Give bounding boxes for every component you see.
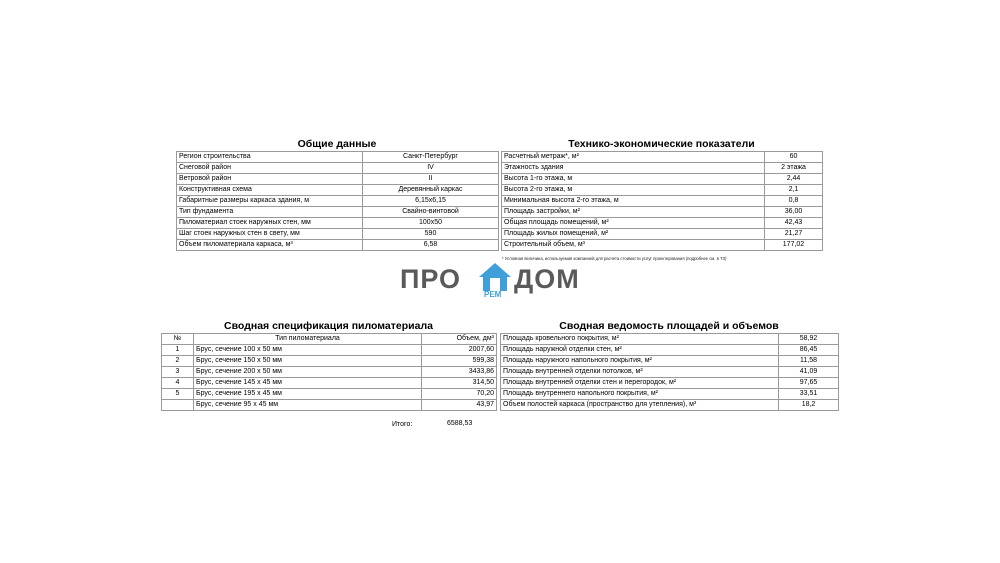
general-row-value: 6,15х6,15 <box>363 196 499 207</box>
general-row-value: Деревянный каркас <box>363 185 499 196</box>
lumber-cell-num: 3 <box>162 367 194 378</box>
tep-title: Технико-экономические показатели <box>568 138 755 150</box>
tep-row-label: Минимальная высота 2-го этажа, м <box>502 196 765 207</box>
lumber-total-label: Итого: <box>392 421 413 428</box>
lumber-row <box>162 345 497 356</box>
areas-row-label: Площадь внутренней отделки потолков, м² <box>501 367 779 378</box>
tep-row <box>502 240 823 251</box>
tep-row-value: 177,02 <box>765 240 823 251</box>
lumber-total-value: 6588,53 <box>447 420 473 427</box>
general-row <box>177 229 499 240</box>
lumber-cell-volume: 314,50 <box>422 378 497 389</box>
tep-row-label: Строительный объем, м³ <box>502 240 765 251</box>
areas-row <box>501 345 839 356</box>
lumber-cell-type: Брус, сечение 95 х 45 мм <box>194 400 422 411</box>
lumber-cell-volume: 70,20 <box>422 389 497 400</box>
header-type: Тип пиломатериала <box>194 334 422 345</box>
general-row-label: Ветровой район <box>177 174 363 185</box>
lumber-row <box>162 367 497 378</box>
areas-row-label: Площадь кровельного покрытия, м² <box>501 334 779 345</box>
areas-row <box>501 378 839 389</box>
general-row-label: Конструктивная схема <box>177 185 363 196</box>
areas-row-label: Площадь наружной отделки стен, м² <box>501 345 779 356</box>
general-row <box>177 152 499 163</box>
lumber-spec-table <box>161 333 497 411</box>
tep-row <box>502 174 823 185</box>
general-row-value: 100х50 <box>363 218 499 229</box>
logo-text-right: ДОМ <box>514 264 580 294</box>
lumber-row <box>162 378 497 389</box>
header-volume: Объем, дм³ <box>422 334 497 345</box>
areas-title: Сводная ведомость площадей и объемов <box>559 320 779 332</box>
lumber-cell-volume: 2007,60 <box>422 345 497 356</box>
general-row <box>177 207 499 218</box>
general-row <box>177 174 499 185</box>
tep-row-label: Расчетный метраж*, м² <box>502 152 765 163</box>
lumber-header-row <box>162 334 497 345</box>
general-row <box>177 163 499 174</box>
tep-row <box>502 207 823 218</box>
areas-row-value: 33,51 <box>779 389 839 400</box>
general-row-value: Свайно-винтовой <box>363 207 499 218</box>
lumber-row <box>162 356 497 367</box>
tep-row-value: 2,44 <box>765 174 823 185</box>
lumber-cell-type: Брус, сечение 195 х 45 мм <box>194 389 422 400</box>
areas-row-value: 11,58 <box>779 356 839 367</box>
tep-row <box>502 163 823 174</box>
tep-row-value: 36,00 <box>765 207 823 218</box>
lumber-row <box>162 389 497 400</box>
tep-row <box>502 218 823 229</box>
tep-row <box>502 185 823 196</box>
logo-text-left: ПРО <box>400 264 462 294</box>
general-row-label: Объем пиломатериала каркаса, м³ <box>177 240 363 251</box>
tep-table <box>501 151 823 251</box>
lumber-cell-volume: 43,97 <box>422 400 497 411</box>
general-row-label: Шаг стоек наружных стен в свету, мм <box>177 229 363 240</box>
areas-row-value: 58,92 <box>779 334 839 345</box>
lumber-cell-volume: 3433,86 <box>422 367 497 378</box>
areas-row <box>501 367 839 378</box>
tep-row-label: Площадь жилых помещений, м² <box>502 229 765 240</box>
general-data-table <box>176 151 499 251</box>
tep-row-label: Общая площадь помещений, м² <box>502 218 765 229</box>
lumber-cell-type: Брус, сечение 100 х 50 мм <box>194 345 422 356</box>
lumber-cell-type: Брус, сечение 200 х 50 мм <box>194 367 422 378</box>
lumber-row <box>162 400 497 411</box>
house-icon <box>478 262 512 292</box>
tep-row-value: 60 <box>765 152 823 163</box>
areas-row-value: 18,2 <box>779 400 839 411</box>
lumber-cell-num: 4 <box>162 378 194 389</box>
areas-row <box>501 389 839 400</box>
general-row-value: IV <box>363 163 499 174</box>
header-num: № <box>162 334 194 345</box>
tep-row-value: 0,8 <box>765 196 823 207</box>
areas-row-value: 86,45 <box>779 345 839 356</box>
areas-block <box>500 320 838 411</box>
tep-footnote: * Условная величина, используемая компанией для расчета стоимости услуг проектирования (подробнее см. в ТЗ) <box>502 256 727 261</box>
lumber-cell-num: 5 <box>162 389 194 400</box>
general-row-label: Снеговой район <box>177 163 363 174</box>
tep-row-value: 2,1 <box>765 185 823 196</box>
tep-row-value: 42,43 <box>765 218 823 229</box>
general-data-title: Общие данные <box>297 138 377 150</box>
tep-row-label: Этажность здания <box>502 163 765 174</box>
areas-row-value: 41,09 <box>779 367 839 378</box>
tep-row-value: 2 этажа <box>765 163 823 174</box>
general-row-label: Пиломатериал стоек наружных стен, мм <box>177 218 363 229</box>
areas-row <box>501 334 839 345</box>
general-row <box>177 196 499 207</box>
lumber-cell-type: Брус, сечение 150 х 50 мм <box>194 356 422 367</box>
areas-row <box>501 400 839 411</box>
logo-sub-text: РЕМ <box>484 290 502 299</box>
general-row-label: Габаритные размеры каркаса здания, м <box>177 196 363 207</box>
areas-row-label: Площадь внутреннего напольного покрытия, м² <box>501 389 779 400</box>
general-row <box>177 185 499 196</box>
general-row-value: II <box>363 174 499 185</box>
lumber-cell-type: Брус, сечение 145 х 45 мм <box>194 378 422 389</box>
tep-row-label: Высота 1-го этажа, м <box>502 174 765 185</box>
tep-row-label: Высота 2-го этажа, м <box>502 185 765 196</box>
general-row <box>177 218 499 229</box>
areas-row-label: Площадь внутренней отделки стен и перегородок, м² <box>501 378 779 389</box>
lumber-cell-num <box>162 400 194 411</box>
general-row-label: Тип фундамента <box>177 207 363 218</box>
general-row <box>177 240 499 251</box>
general-row-value: 590 <box>363 229 499 240</box>
areas-table <box>500 333 839 411</box>
tep-row <box>502 196 823 207</box>
lumber-spec-block <box>161 320 496 411</box>
general-row-label: Регион строительства <box>177 152 363 163</box>
lumber-cell-volume: 599,38 <box>422 356 497 367</box>
areas-row <box>501 356 839 367</box>
tep-row <box>502 152 823 163</box>
general-row-value: 6,58 <box>363 240 499 251</box>
tep-row-label: Площадь застройки, м² <box>502 207 765 218</box>
pro-dom-logo <box>400 262 610 302</box>
general-row-value: Санкт-Петербург <box>363 152 499 163</box>
general-data-block <box>176 138 498 251</box>
lumber-cell-num: 1 <box>162 345 194 356</box>
areas-row-label: Площадь наружного напольного покрытия, м² <box>501 356 779 367</box>
tep-row <box>502 229 823 240</box>
lumber-spec-title: Сводная спецификация пиломатериала <box>224 320 433 332</box>
lumber-cell-num: 2 <box>162 356 194 367</box>
areas-row-label: Объем полостей каркаса (пространство для утепления), м³ <box>501 400 779 411</box>
tep-row-value: 21,27 <box>765 229 823 240</box>
areas-row-value: 97,65 <box>779 378 839 389</box>
tep-block <box>501 138 822 251</box>
